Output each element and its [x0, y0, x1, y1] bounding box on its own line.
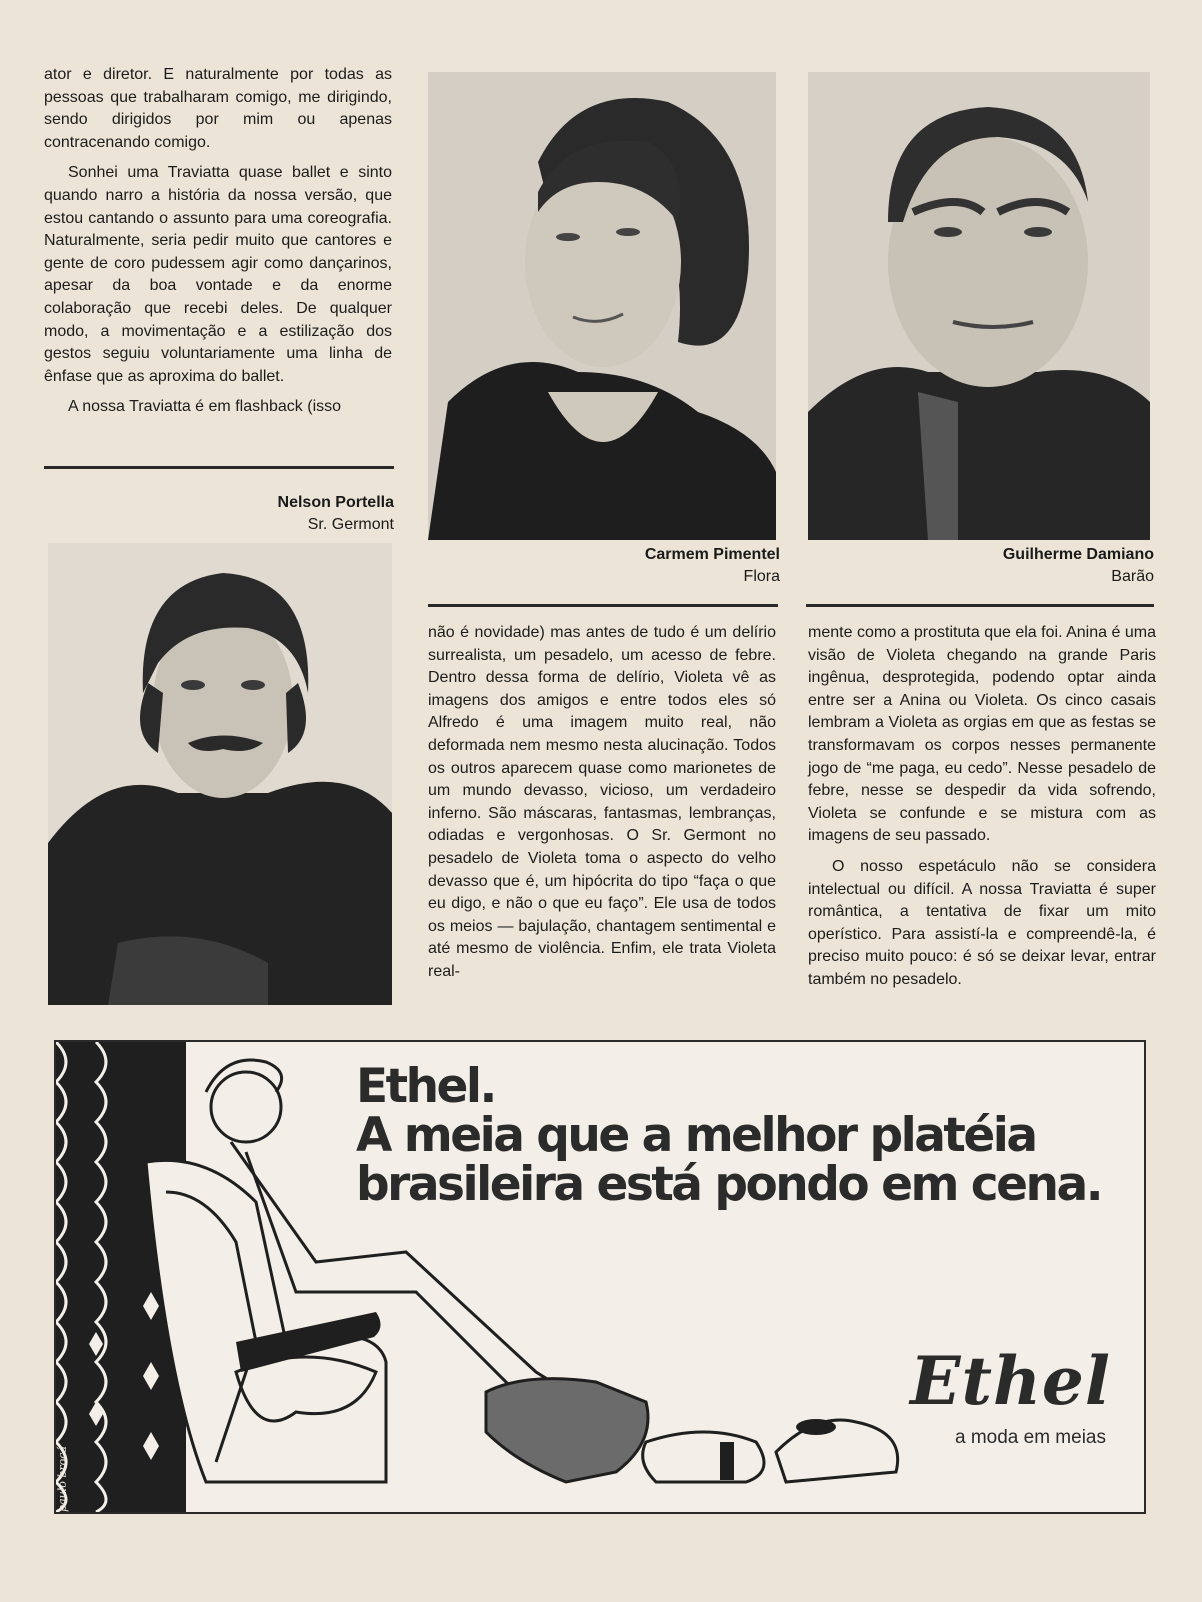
- portrait-photo-guilherme-damiano: [808, 72, 1150, 540]
- photo-caption-carmem: [576, 544, 780, 588]
- article-column-1: [44, 64, 392, 427]
- ad-tagline: a moda em meias: [954, 1427, 1106, 1448]
- photo-caption-nelson: [194, 492, 394, 536]
- paragraph: A nossa Traviatta é em flashback (isso: [68, 398, 342, 416]
- caption-name: Guilherme Damiano: [1002, 546, 1154, 563]
- paragraph: não é novidade) mas antes de tudo é um delírio surrealista, um pesadelo, um acesso de febre. Dentro dessa forma de delírio, Violeta vê as imagens dos amigos e entre todos eles só Alfredo é uma imagem muito real, não deformada nem mesmo nesta alucinação. Todos os outros aparecem quase como marionetes de um mundo devasso, vicioso, um verdadeiro inferno. São máscaras, fantasmas, lembranças, odiadas e vergonhosas. O Sr. Germont no pesadelo de Violeta toma o aspecto do velho devasso que é, um hipócrita do tipo “faça o que eu digo, e não o que eu faço”. Ele usa de todos os meios — bajulação, chantagem sentimental e até mesmo de violência. Enfim, ele trata Violeta real-: [428, 624, 776, 980]
- divider-rule: [806, 604, 1154, 607]
- ethel-advertisement: [54, 1040, 1146, 1514]
- paragraph: Sonhei uma Traviatta quase ballet e sinto quando narro a história da nossa versão, que estou cantando o assunto para uma coreografia. Naturalmente, seria pedir muito que cantores e gente de coro pudessem agir como dançarinos, apesar da boa vontade e da enorme colaboração que recebi deles. De qualquer modo, a movimentação e a estilização dos gestos seguiu voluntariamente uma linha de ênfase que as aproxima do ballet.: [44, 164, 392, 385]
- photo-caption-guilherme: [946, 544, 1154, 588]
- ad-headline-line: A meia que a melhor platéia: [356, 1108, 1036, 1163]
- ad-headline-line: brasileira está pondo em cena.: [356, 1157, 1102, 1212]
- paragraph: O nosso espetáculo não se considera intelectual ou difícil. A nossa Traviatta é super romântica, a tentativa de fixar um mito operístico. Para assistí-la e compreendê-la, é preciso muito pouco: é só se deixar levar, entrar também no pesadelo.: [808, 857, 1156, 988]
- caption-role: Barão: [1111, 568, 1154, 585]
- ethel-logo: Ethel: [910, 1342, 1111, 1420]
- divider-rule: [44, 466, 394, 469]
- article-column-3: [808, 622, 1156, 1000]
- divider-rule: [428, 604, 778, 607]
- paragraph: mente como a prostituta que ela foi. Anina é uma visão de Violeta chegando na grande Paris ingênua, desprotegida, podendo optar ainda entre ser a Anina ou Violeta. Os cinco casais lembram a Violeta as orgias em que as festas se transformavam os corpos nesses permanente jogo de “me paga, eu cedo”. Nesse pesadelo de febre, nesse se despedir da vida sofrendo, Violeta se confunde e se mistura com as imagens de seu passado.: [808, 624, 1156, 845]
- caption-role: Flora: [743, 568, 780, 585]
- caption-name: Nelson Portella: [277, 494, 394, 511]
- portrait-photo-carmem-pimentel: [428, 72, 776, 540]
- portrait-photo-nelson-portella: [48, 543, 392, 1005]
- paragraph: ator e diretor. E naturalmente por todas as pessoas que trabalharam comigo, me dirigindo, sendo dirigidos por mim ou apenas contracenando comigo.: [44, 66, 392, 151]
- caption-name: Carmem Pimentel: [644, 546, 780, 563]
- article-column-2: [428, 622, 776, 992]
- ad-headline-line: Ethel.: [356, 1059, 495, 1114]
- caption-role: Sr. Germont: [307, 516, 394, 533]
- illustrator-credit: paulo brocá: [56, 1446, 69, 1512]
- ad-headline: [356, 1059, 1126, 1212]
